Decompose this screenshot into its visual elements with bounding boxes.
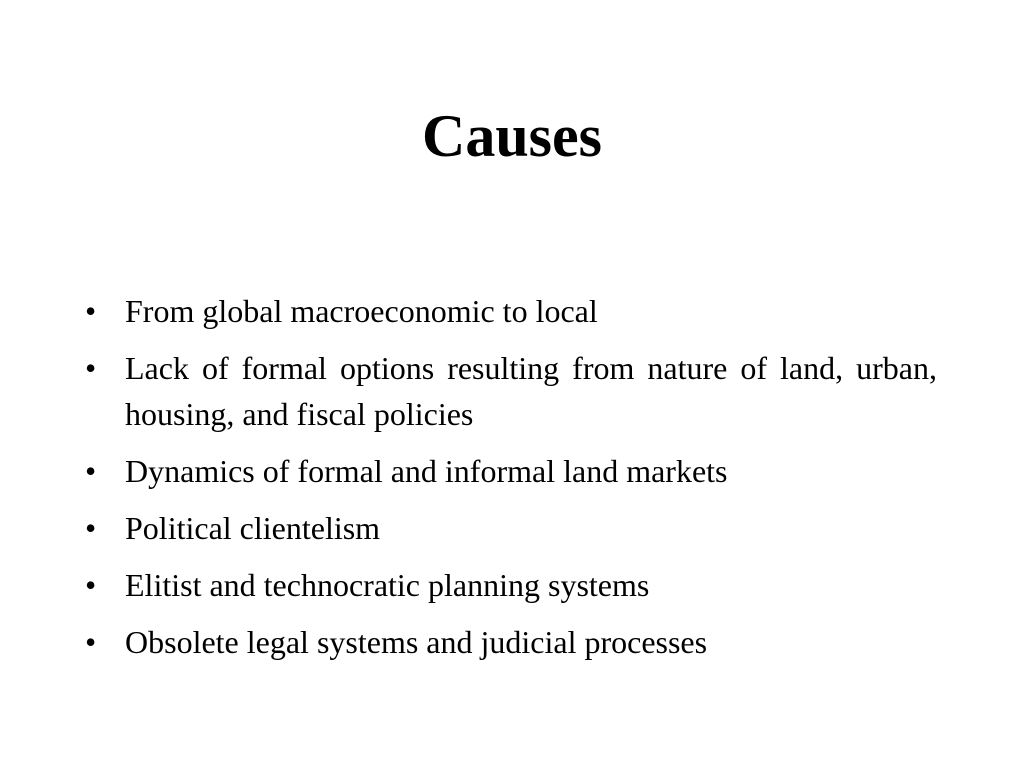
bullet-icon: •	[85, 350, 97, 386]
bullet-text: Lack of formal options resulting from nature of land, urban, housing, and fiscal policies	[125, 350, 937, 432]
bullet-icon: •	[85, 567, 97, 603]
bullet-text: Obsolete legal systems and judicial processes	[125, 624, 708, 660]
bullet-item	[85, 448, 937, 494]
bullet-item	[85, 619, 937, 665]
bullet-item	[85, 562, 937, 608]
bullet-text: Political clientelism	[125, 510, 381, 546]
slide-title: Causes	[421, 103, 603, 169]
bullet-icon: •	[85, 293, 97, 329]
bullet-text: Elitist and technocratic planning systems	[125, 567, 650, 603]
bullet-item	[85, 345, 937, 437]
bullet-icon: •	[85, 624, 97, 660]
bullet-icon: •	[85, 510, 97, 546]
bullet-item	[85, 288, 937, 334]
bullet-list	[85, 288, 937, 676]
bullet-item	[85, 505, 937, 551]
bullet-text: From global macroeconomic to local	[125, 293, 598, 329]
bullet-text: Dynamics of formal and informal land markets	[125, 453, 728, 489]
bullet-icon: •	[85, 453, 97, 489]
